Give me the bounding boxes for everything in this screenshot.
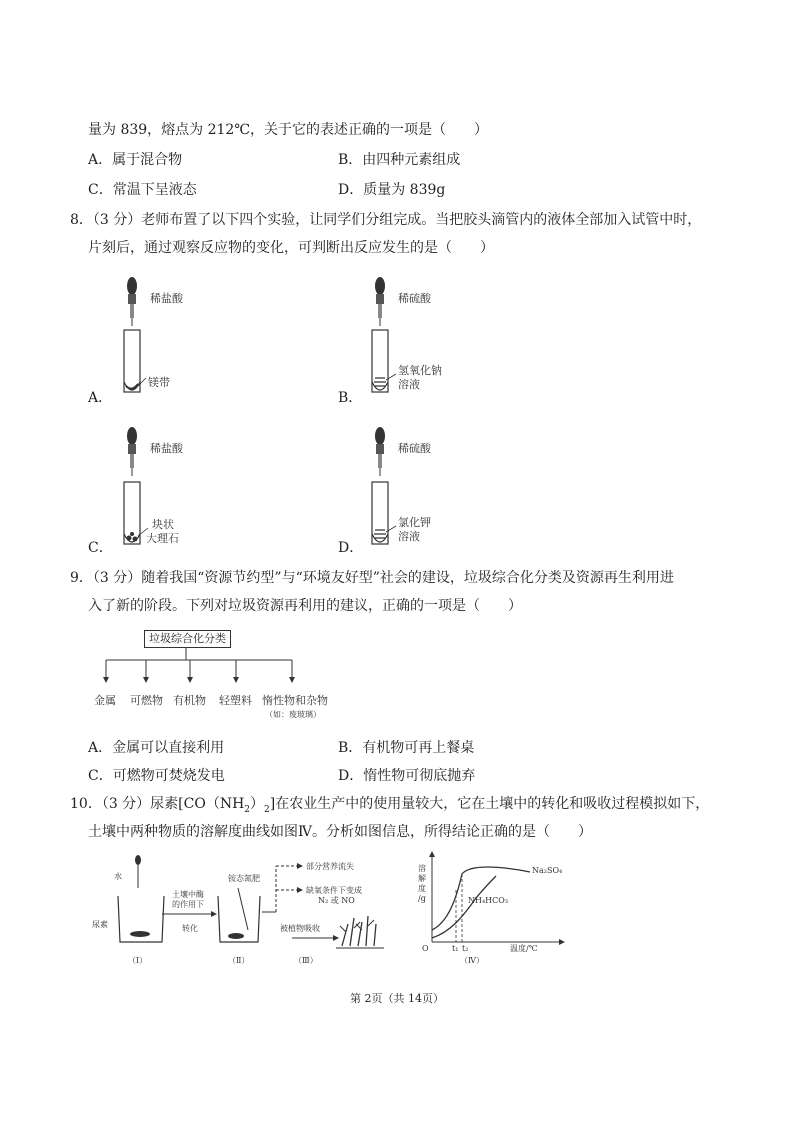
fig-absorb-label: 被植物吸收 (280, 924, 320, 933)
b-tube-label-2: 溶液 (398, 378, 420, 391)
q9-option-a: A．金属可以直接利用 (88, 740, 225, 756)
tree-root-box: 垃圾综合化分类 (144, 630, 231, 648)
fig-loss-label: 部分营养流失 (306, 862, 354, 871)
d-dropper-label: 稀硫酸 (398, 442, 431, 455)
q9-option-c: C．可燃物可焚烧发电 (88, 768, 225, 784)
tree-leaf-note: （如：废玻璃） (265, 710, 321, 719)
option-a-letter: A． (88, 390, 113, 406)
series-nh4hco3-curve (432, 876, 496, 938)
fig-panel-1-label: （Ⅰ） (128, 956, 148, 965)
fig-enzyme-label-2: 的作用下 (172, 900, 204, 909)
q9-line1: 9．（3 分）随着我国“资源节约型”与“环境友好型”社会的建设，垃圾综合化分类及资源再生利用进 (70, 570, 674, 586)
c-tube-label-2: 大理石 (146, 532, 179, 545)
page-footer: 第 2页（共 14页） (350, 992, 444, 1005)
option-c-letter: C． (88, 540, 113, 556)
q8-line1: 8．（3 分）老师布置了以下四个实验，让同学们分组完成。当把胶头滴管内的液体全部加入试管中时， (70, 212, 702, 228)
tree-leaf-inert: 惰性物和杂物 (262, 694, 328, 707)
fig-panel-3-label: （Ⅲ） (294, 956, 318, 965)
b-tube-label-1: 氢氧化钠 (398, 364, 442, 377)
d-tube-label-1: 氯化钾 (398, 516, 431, 529)
fig-water-label: 水 (114, 872, 122, 881)
tree-leaf-metal: 金属 (94, 694, 116, 707)
chart-ylabel-3: 度 (418, 884, 426, 893)
fig-panel-2-label: （Ⅱ） (228, 956, 250, 965)
q10-line1: 10．（3 分）尿素$[CO(NH_2)_2]$在农业生产中的使用量较大，它在土壤中的转化和吸收过程模拟如下， (70, 796, 710, 815)
tree-leaf-combustible: 可燃物 (130, 694, 163, 707)
q7-option-d: D．质量为 839g (338, 182, 446, 198)
chart-ylabel-4: /g (418, 894, 426, 903)
fig-panel-4-label: （Ⅳ） (460, 956, 484, 965)
q9-line2: 入了新的阶段。下列对垃圾资源再利用的建议，正确的一项是（ ） (88, 598, 522, 614)
fig-enzyme-label-1: 土壤中酶 (172, 890, 204, 899)
c-dropper-label: 稀盐酸 (150, 442, 183, 455)
chart-ylabel-2: 解 (418, 874, 426, 883)
q8-line2: 片刻后，通过观察反应物的变化，可判断出反应发生的是（ ） (88, 240, 494, 256)
fig-anoxic-label-1: 缺氧条件下变成 (306, 886, 362, 895)
series-label-nh4hco3: NH₄HCO₃ (468, 896, 509, 905)
chart-origin: O (422, 944, 429, 953)
b-dropper-label: 稀硫酸 (398, 292, 431, 305)
a-dropper-label: 稀盐酸 (150, 292, 183, 305)
q9-option-d: D．惰性物可彻底抛弃 (338, 768, 476, 784)
tree-leaf-plastic: 轻塑料 (219, 694, 252, 707)
option-d-letter: D． (338, 540, 364, 556)
fig-urea-label: 尿素 (92, 920, 108, 929)
d-tube-label-2: 溶液 (398, 530, 420, 543)
fig-fertilizer-label: 铵态氮肥 (228, 874, 260, 883)
option-b-letter: B． (338, 390, 363, 406)
q7-option-b: B．由四种元素组成 (338, 152, 461, 168)
chart-xlabel: 温度/℃ (510, 944, 538, 953)
c-tube-label-1: 块状 (152, 518, 174, 531)
fig-anoxic-label-2: N₂ 或 NO (318, 896, 355, 905)
fig-convert-label: 转化 (182, 924, 198, 933)
q10-line2: 土壤中两种物质的溶解度曲线如图Ⅳ。分析如图信息，所得结论正确的是（ ） (88, 824, 592, 840)
a-tube-label: 镁带 (148, 376, 170, 389)
tree-leaf-organic: 有机物 (173, 694, 206, 707)
chart-t1: t₁ (452, 944, 459, 953)
q7-option-a: A．属于混合物 (88, 152, 183, 168)
q7-option-c: C．常温下呈液态 (88, 182, 197, 198)
chart-t2: t₂ (462, 944, 469, 953)
chart-ylabel-1: 溶 (418, 864, 426, 873)
q9-option-b: B．有机物可再上餐桌 (338, 740, 475, 756)
q7-stem: 量为 839，熔点为 212℃，关于它的表述正确的一项是（ ） (88, 122, 489, 138)
series-label-na2so4: Na₂SO₄ (532, 866, 563, 875)
